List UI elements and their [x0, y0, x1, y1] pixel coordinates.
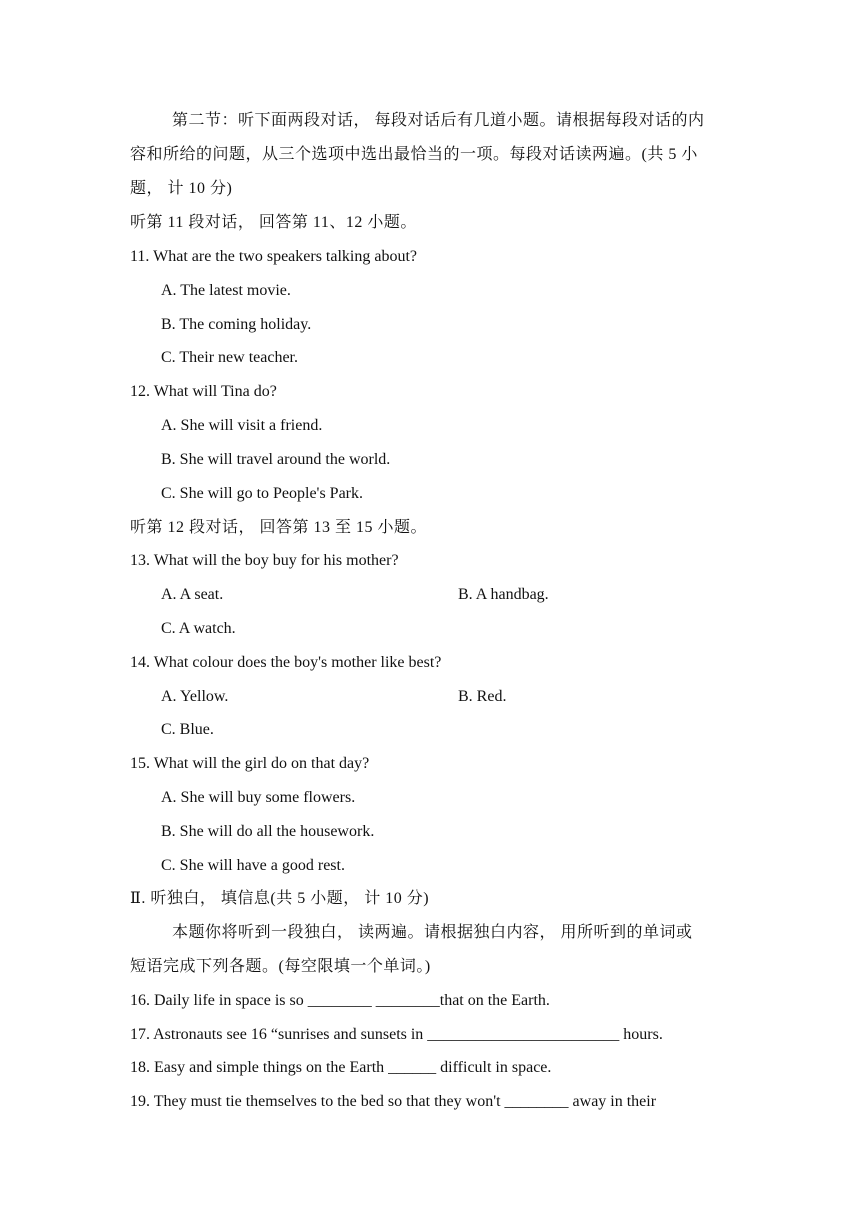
question-12-option-b: B. She will travel around the world. — [161, 451, 391, 468]
question-12-option-c: C. She will go to People's Park. — [161, 485, 363, 502]
question-14-option-c: C. Blue. — [161, 721, 214, 738]
fill-item-17: 17. Astronauts see 16 “sunrises and sunsets in ________________________ hours. — [130, 1026, 663, 1043]
question-11-option-a: A. The latest movie. — [161, 282, 291, 299]
question-13-option-c: C. A watch. — [161, 620, 236, 637]
question-15-option-c: C. She will have a good rest. — [161, 857, 345, 874]
question-12-stem: 12. What will Tina do? — [130, 383, 277, 400]
section2-intro-line1: 第二节：听下面两段对话， 每段对话后有几道小题。请根据每段对话的内 — [172, 112, 705, 129]
dialog11-heading: 听第 11 段对话， 回答第 11、12 小题。 — [130, 214, 417, 231]
question-12-option-a: A. She will visit a friend. — [161, 417, 323, 434]
question-15-option-b: B. She will do all the housework. — [161, 823, 375, 840]
question-15-option-a: A. She will buy some flowers. — [161, 789, 356, 806]
question-14-option-b: B. Red. — [458, 688, 507, 705]
question-11-option-c: C. Their new teacher. — [161, 349, 298, 366]
question-13-option-a: A. A seat. — [161, 586, 224, 603]
question-14-option-a: A. Yellow. — [161, 688, 229, 705]
question-11-option-b: B. The coming holiday. — [161, 316, 312, 333]
question-13-option-b: B. A handbag. — [458, 586, 549, 603]
part2-intro-line2: 短语完成下列各题。(每空限填一个单词。) — [130, 958, 431, 975]
part2-heading: Ⅱ. 听独白， 填信息(共 5 小题， 计 10 分) — [130, 890, 430, 907]
question-15-stem: 15. What will the girl do on that day? — [130, 755, 370, 772]
fill-item-19: 19. They must tie themselves to the bed so that they won't ________ away in their — [130, 1093, 657, 1110]
dialog12-heading: 听第 12 段对话， 回答第 13 至 15 小题。 — [130, 519, 428, 536]
section2-intro-line2: 容和所给的问题，从三个选项中选出最恰当的一项。每段对话读两遍。(共 5 小 — [130, 146, 698, 163]
section2-intro-line3: 题， 计 10 分) — [130, 180, 233, 197]
question-14-stem: 14. What colour does the boy's mother like best? — [130, 654, 442, 671]
question-13-stem: 13. What will the boy buy for his mother? — [130, 552, 399, 569]
fill-item-18: 18. Easy and simple things on the Earth ______ difficult in space. — [130, 1059, 552, 1076]
part2-intro-line1: 本题你将听到一段独白， 读两遍。请根据独白内容， 用所听到的单词或 — [172, 924, 693, 941]
fill-item-16: 16. Daily life in space is so ________ ________that on the Earth. — [130, 992, 550, 1009]
question-11-stem: 11. What are the two speakers talking about? — [130, 248, 418, 265]
